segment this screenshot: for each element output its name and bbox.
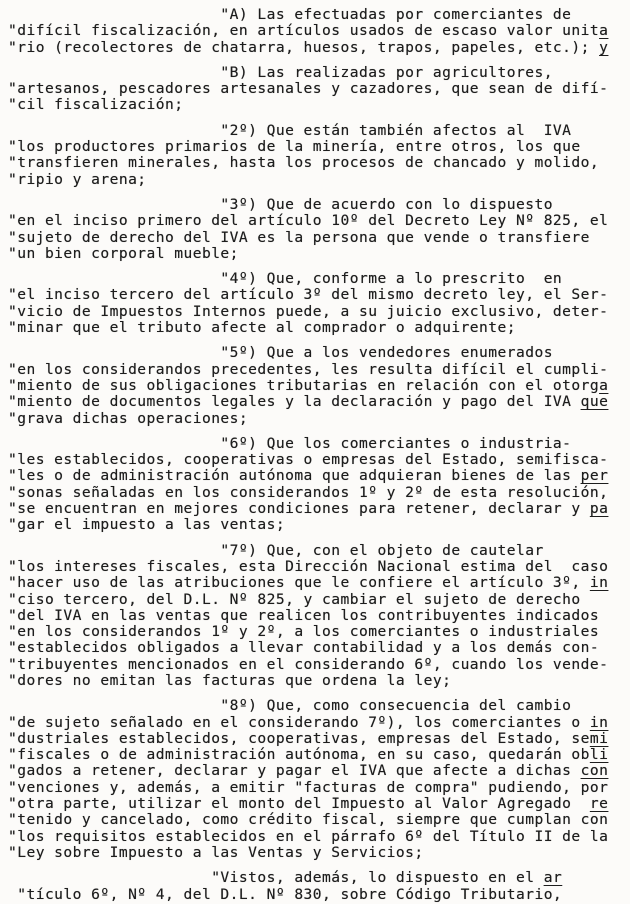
text-segment: "6º) Que los comerciantes o industria- bbox=[8, 434, 572, 452]
text-line bbox=[8, 155, 630, 171]
text-line bbox=[8, 812, 630, 828]
underlined-syllable: re bbox=[589, 795, 609, 813]
text-line bbox=[8, 23, 630, 39]
text-segment: "vicio de Impuestos Internos puede, a su juicio exclusivo, deter- bbox=[8, 302, 609, 320]
text-segment: "el inciso tercero del artículo 3º del mismo decreto ley, el Ser- bbox=[8, 286, 609, 304]
underlined-syllable: a bbox=[599, 376, 609, 394]
text-line bbox=[8, 559, 630, 575]
text-line bbox=[8, 517, 630, 533]
text-line bbox=[8, 287, 630, 303]
text-line bbox=[8, 97, 630, 113]
text-segment: "Vistos, además, lo dispuesto en el bbox=[8, 869, 544, 887]
text-segment: "grava dichas operaciones; bbox=[8, 409, 249, 427]
text-line bbox=[8, 40, 630, 56]
text-segment: "rio (recolectores de chatarra, huesos, trapos, papeles, etc.); bbox=[8, 38, 600, 56]
text-line bbox=[8, 731, 630, 747]
text-segment: "sujeto de derecho del IVA es la persona que vende o transfiere bbox=[8, 228, 590, 246]
underlined-syllable: mi bbox=[589, 729, 609, 747]
text-segment: "dustriales establecidos, cooperativas, empresas del Estado, se bbox=[8, 729, 590, 747]
text-segment: "ciso tercero, del D.L. Nº 825, y cambiar el sujeto de derecho bbox=[8, 590, 581, 608]
text-line bbox=[8, 197, 630, 213]
text-segment: "otra parte, utilizar el monto del Impuesto al Valor Agregado bbox=[8, 795, 590, 813]
paragraph-considerando-6 bbox=[8, 436, 630, 534]
text-segment: "los intereses fiscales, esta Dirección Nacional estima del caso bbox=[8, 557, 609, 575]
text-segment: "establecidos obligados a llevar contabilidad y a los demás con- bbox=[8, 639, 600, 657]
text-line bbox=[8, 452, 630, 468]
paragraph-clause-b bbox=[8, 65, 630, 114]
paragraph-considerando-7 bbox=[8, 543, 630, 690]
text-segment: "venciones y, además, a emitir "facturas de compra" pudiendo, por bbox=[8, 778, 609, 796]
text-line bbox=[8, 230, 630, 246]
text-line bbox=[8, 65, 630, 81]
text-line bbox=[8, 780, 630, 796]
text-segment: "del IVA en las ventas que realicen los contribuyentes indicados bbox=[8, 606, 600, 624]
text-segment: "miento de documentos legales y la declaración y pago del IVA bbox=[8, 393, 581, 411]
text-segment: "en los considerandos precedentes, les resulta difícil el cumpli- bbox=[8, 360, 609, 378]
text-segment: "ripio y arena; bbox=[8, 170, 147, 188]
text-segment: "un bien corporal mueble; bbox=[8, 244, 239, 262]
text-line bbox=[8, 436, 630, 452]
paragraph-vistos bbox=[8, 870, 630, 903]
text-segment: "Ley sobre Impuesto a las Ventas y Servicios; bbox=[8, 843, 424, 861]
text-line bbox=[8, 715, 630, 731]
text-segment: "miento de sus obligaciones tributarias en relación con el otorg bbox=[8, 376, 600, 394]
text-segment: "tribuyentes mencionados en el considerando 6º, cuando los vende- bbox=[8, 655, 609, 673]
text-line bbox=[8, 123, 630, 139]
text-line bbox=[8, 887, 630, 903]
text-segment: "tículo 6º, Nº 4, del D.L. Nº 830, sobre Código Tributario, bbox=[8, 885, 563, 903]
text-segment: "se encuentran en mejores condiciones para retener, declarar y bbox=[8, 500, 590, 518]
text-segment: "3º) Que de acuerdo con lo dispuesto bbox=[8, 195, 553, 213]
text-segment: "fiscales o de administración autónoma, en su caso, quedarán ob bbox=[8, 746, 590, 764]
text-segment: "5º) Que a los vendedores enumerados bbox=[8, 344, 553, 362]
paragraph-considerando-4 bbox=[8, 271, 630, 336]
underlined-syllable: in bbox=[589, 574, 609, 592]
paragraph-considerando-2 bbox=[8, 123, 630, 188]
text-segment: "los productores primarios de la minería, entre otros, los que bbox=[8, 138, 581, 156]
text-line bbox=[8, 845, 630, 861]
text-line bbox=[8, 320, 630, 336]
text-line bbox=[8, 362, 630, 378]
text-segment: "de sujeto señalado en el considerando 7º), los comerciantes o bbox=[8, 713, 590, 731]
text-segment: "los requisitos establecidos en el párrafo 6º del Título II de la bbox=[8, 827, 609, 845]
underlined-syllable: a bbox=[599, 22, 609, 40]
text-segment: "8º) Que, como consecuencia del cambio bbox=[8, 697, 572, 715]
text-line bbox=[8, 394, 630, 410]
text-segment: "4º) Que, conforme a lo prescrito en bbox=[8, 270, 563, 288]
text-line bbox=[8, 378, 630, 394]
text-line bbox=[8, 7, 630, 23]
text-line bbox=[8, 213, 630, 229]
paragraph-considerando-5 bbox=[8, 345, 630, 426]
text-line bbox=[8, 747, 630, 763]
text-line bbox=[8, 501, 630, 517]
text-segment: "A) Las efectuadas por comerciantes de bbox=[8, 6, 572, 23]
text-segment: "artesanos, pescadores artesanales y cazadores, que sean de difí- bbox=[8, 80, 609, 98]
text-line bbox=[8, 411, 630, 427]
underlined-syllable: per bbox=[580, 467, 609, 485]
text-segment: "7º) Que, con el objeto de cautelar bbox=[8, 541, 544, 559]
text-segment: "en el inciso primero del artículo 10º del Decreto Ley Nº 825, el bbox=[8, 212, 609, 230]
text-line bbox=[8, 592, 630, 608]
text-line bbox=[8, 657, 630, 673]
paragraph-considerando-8 bbox=[8, 698, 630, 861]
text-segment: "les o de administración autónoma que adquieran bienes de las bbox=[8, 467, 581, 485]
text-segment: "sonas señaladas en los considerandos 1º y 2º de esta resolución, bbox=[8, 483, 609, 501]
underlined-syllable: con bbox=[580, 762, 609, 780]
text-line bbox=[8, 624, 630, 640]
underlined-syllable: pa bbox=[589, 500, 609, 518]
text-line bbox=[8, 608, 630, 624]
paragraph-considerando-3 bbox=[8, 197, 630, 262]
text-line bbox=[8, 81, 630, 97]
text-line bbox=[8, 304, 630, 320]
underlined-syllable: li bbox=[589, 746, 609, 764]
text-segment: "minar que el tributo afecte al comprador o adquirente; bbox=[8, 319, 516, 337]
text-segment: "hacer uso de las atribuciones que le confiere el artículo 3º, bbox=[8, 574, 590, 592]
text-line bbox=[8, 698, 630, 714]
text-segment: "les establecidos, cooperativas o empresas del Estado, semifisca- bbox=[8, 451, 609, 469]
text-segment: "difícil fiscalización, en artículos usados de escaso valor unit bbox=[8, 22, 600, 40]
underlined-syllable: ar bbox=[543, 869, 563, 887]
text-segment: "tenido y cancelado, como crédito fiscal, siempre que cumplan con bbox=[8, 811, 609, 829]
text-line bbox=[8, 345, 630, 361]
text-line bbox=[8, 575, 630, 591]
text-line bbox=[8, 796, 630, 812]
text-line bbox=[8, 468, 630, 484]
text-line bbox=[8, 139, 630, 155]
text-line bbox=[8, 246, 630, 262]
text-line bbox=[8, 172, 630, 188]
underlined-syllable: y bbox=[599, 38, 609, 56]
text-segment: "gar el impuesto a las ventas; bbox=[8, 516, 286, 534]
text-line bbox=[8, 485, 630, 501]
text-segment: "transfieren minerales, hasta los procesos de chancado y molido, bbox=[8, 154, 600, 172]
text-line bbox=[8, 870, 630, 886]
text-segment: "B) Las realizadas por agricultores, bbox=[8, 63, 553, 81]
text-line bbox=[8, 543, 630, 559]
text-segment: "gados a retener, declarar y pagar el IVA que afecte a dichas bbox=[8, 762, 581, 780]
paragraph-clause-a bbox=[8, 7, 630, 56]
text-segment: "2º) Que están también afectos al IVA bbox=[8, 121, 572, 139]
underlined-syllable: in bbox=[589, 713, 609, 731]
text-segment: "cil fiscalización; bbox=[8, 96, 184, 114]
text-segment: "dores no emitan las facturas que ordena la ley; bbox=[8, 671, 452, 689]
underlined-syllable: que bbox=[580, 393, 609, 411]
text-line bbox=[8, 673, 630, 689]
text-line bbox=[8, 640, 630, 656]
text-line bbox=[8, 763, 630, 779]
text-line bbox=[8, 829, 630, 845]
text-line bbox=[8, 271, 630, 287]
text-segment: "en los considerandos 1º y 2º, a los comerciantes o industriales bbox=[8, 623, 600, 641]
